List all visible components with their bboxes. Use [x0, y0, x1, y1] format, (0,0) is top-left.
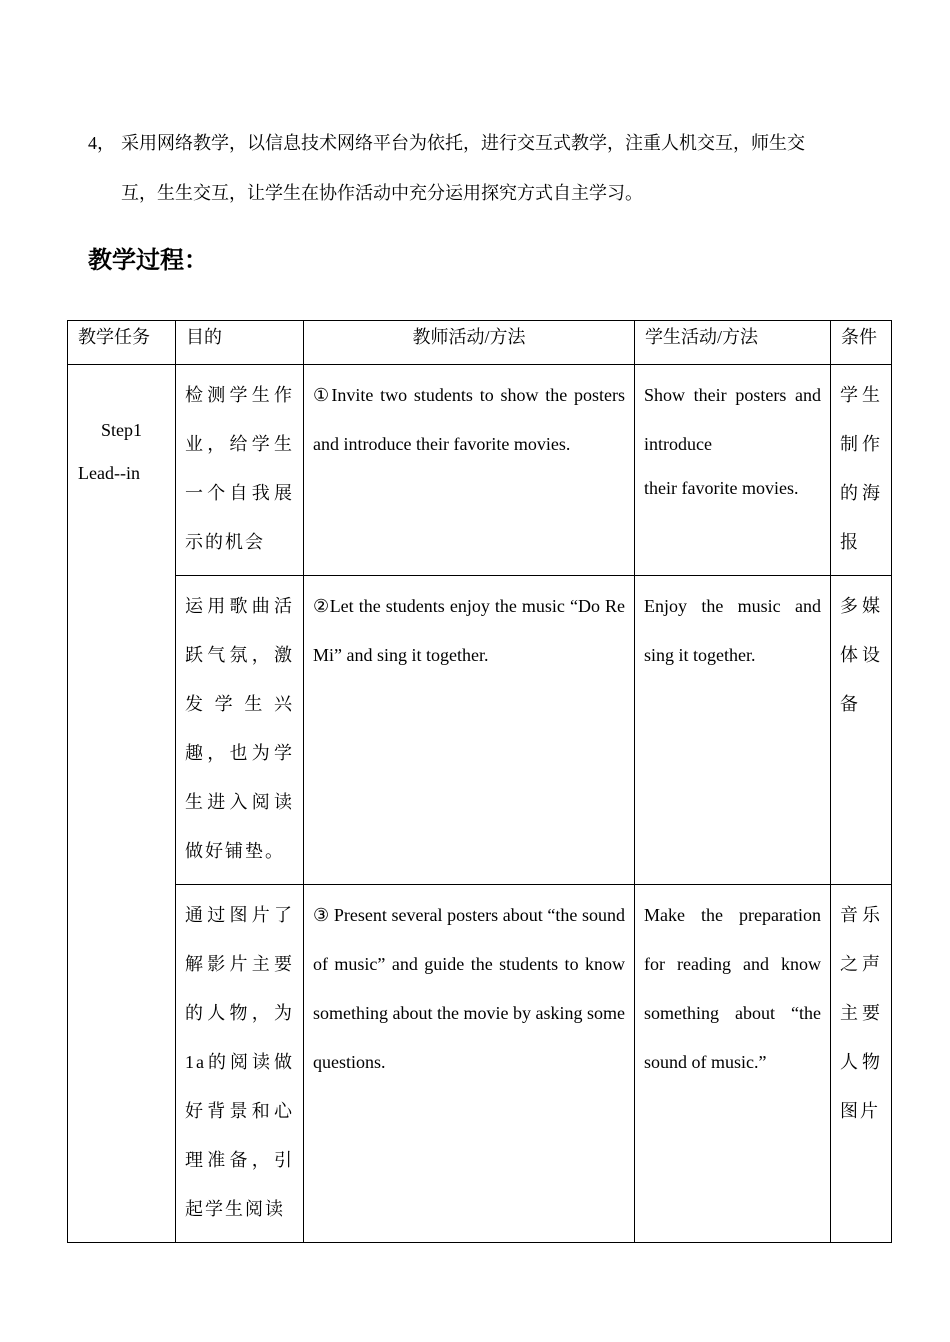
list-text-line-1: 采用网络教学，以信息技术网络平台为依托，进行交互式教学，注重人机交互，师生交 [121, 133, 805, 153]
teacher-cell: ③ Present several posters about “the sound of music” and guide the students to know something about the movie by asking some questions. [304, 885, 635, 1243]
table-row [68, 885, 892, 1243]
condition-cell: 音乐之声主要人物图片 [831, 885, 892, 1243]
list-number: 4， [88, 133, 115, 153]
teaching-process-table [67, 320, 892, 1243]
header-cell-task: 教学任务 [68, 321, 176, 365]
section-heading: 教学过程： [88, 246, 208, 274]
list-text-line-2: 互，生生交互，让学生在协作活动中充分运用探究方式自主学习。 [121, 183, 643, 203]
header-cell-condition: 条件 [831, 321, 892, 365]
condition-cell: 学生制作的海报 [831, 365, 892, 576]
student-cell: Enjoy the music and sing it together. [635, 576, 831, 885]
header-cell-purpose: 目的 [176, 321, 304, 365]
table-row [68, 365, 892, 576]
table-header-row [68, 321, 892, 365]
step-cell [68, 365, 176, 1243]
student-cell: Show their posters and introduce their favorite movies. [635, 365, 831, 576]
student-cell: Make the preparation for reading and know something about “the sound of music.” [635, 885, 831, 1243]
step-number: Step1 [100, 420, 142, 440]
step-name: Lead--in [78, 463, 140, 483]
purpose-cell: 运用歌曲活跃气氛，激发学生兴趣，也为学生进入阅读做好铺垫。 [176, 576, 304, 885]
teacher-cell: ②Let the students enjoy the music “Do Re Mi” and sing it together. [304, 576, 635, 885]
table-row [68, 576, 892, 885]
teacher-cell: ①Invite two students to show the posters and introduce their favorite movies. [304, 365, 635, 576]
condition-cell: 多媒体设备 [831, 576, 892, 885]
header-cell-teacher: 教师活动/方法 [304, 321, 635, 365]
header-cell-student: 学生活动/方法 [635, 321, 831, 365]
purpose-cell: 通过图片了解影片主要的人物，为1a的阅读做好背景和心理准备，引起学生阅读 [176, 885, 304, 1243]
purpose-cell: 检测学生作业，给学生一个自我展示的机会 [176, 365, 304, 576]
